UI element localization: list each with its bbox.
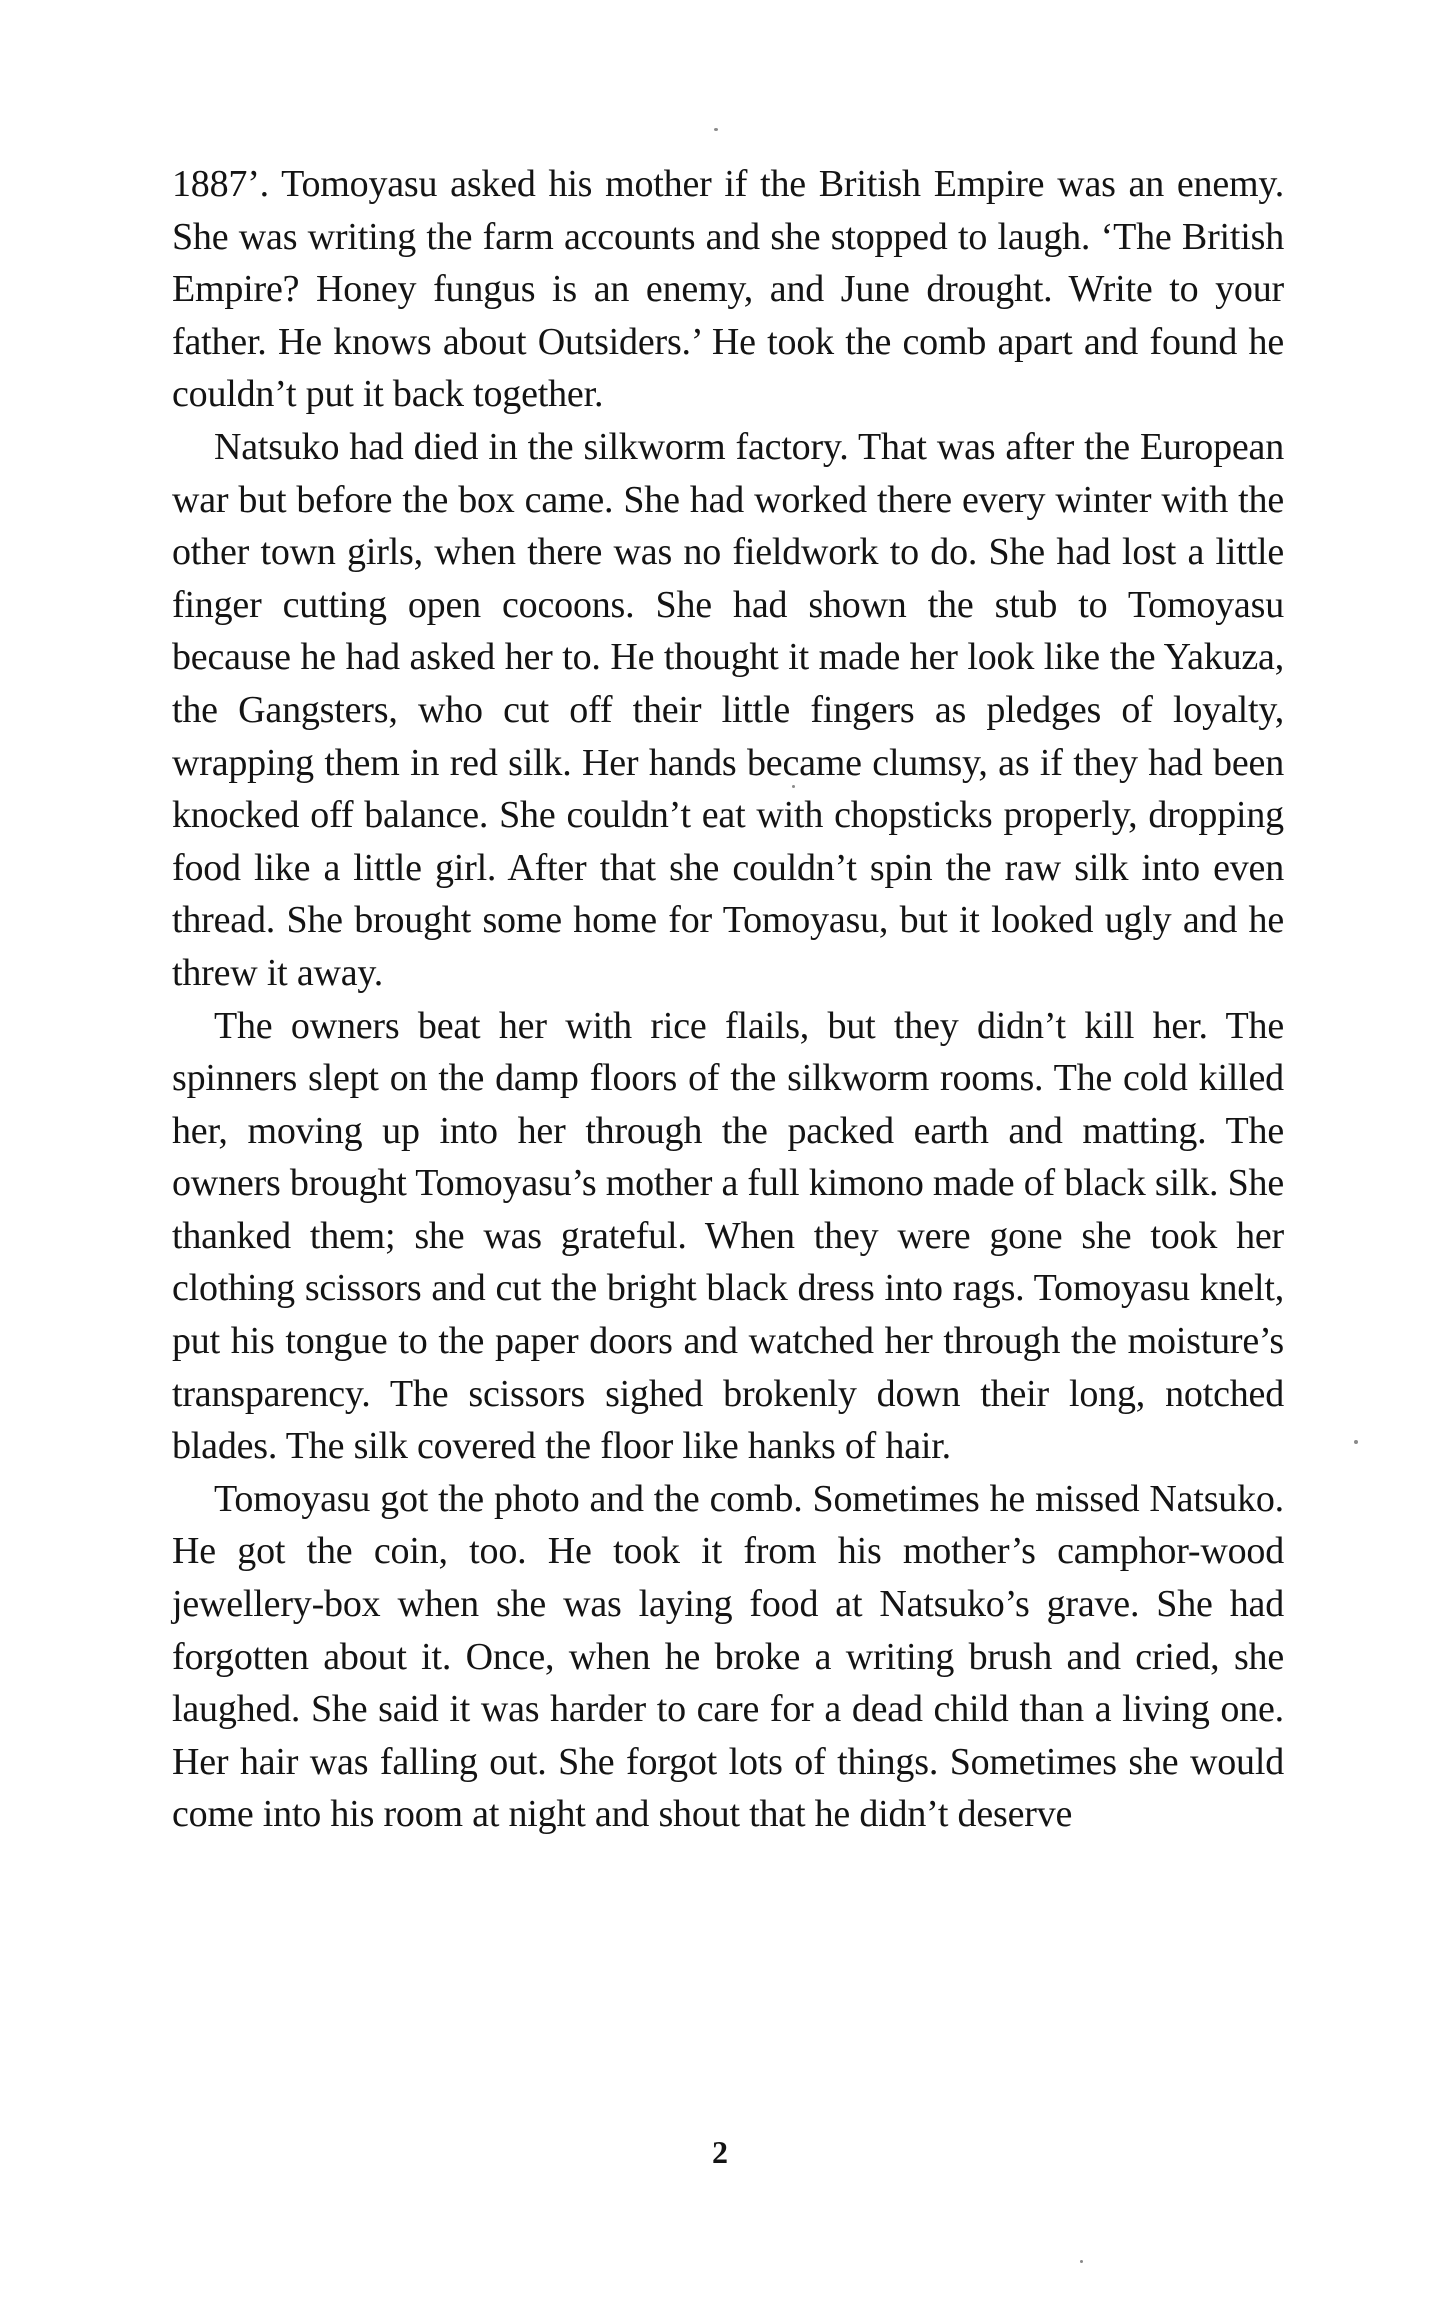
scan-speck xyxy=(1080,2260,1083,2263)
scan-speck xyxy=(714,128,718,131)
scan-speck xyxy=(1354,1440,1358,1444)
page-number: 2 xyxy=(712,2134,728,2170)
paragraph-4: Tomoyasu got the photo and the comb. Sometimes he missed Natsuko. He got the coin, too. He took it from his mother’s camphor-wood jewellery-box when she was laying food at Natsuko’s grave. She had forgotten about it. Once, when he broke a writing brush and cried, she laughed. She said it was harder to care for a dead child than a living one. Her hair was falling out. She forgot lots of things. Sometimes she would come into his room at night and shout that he didn’t deserve xyxy=(172,1477,1284,1836)
body-text xyxy=(172,158,1284,1841)
paragraph-1: 1887’. Tomoyasu asked his mother if the British Empire was an enemy. She was writing the farm accounts and she stopped to laugh. ‘The British Empire? Honey fungus is an enemy, and June drought. Write to your father. He knows about Outsiders.’ He took the comb apart and found he couldn’t put it back together. xyxy=(172,163,1284,416)
paragraph-3: The owners beat her with rice flails, but they didn’t kill her. The spinners slept on the damp floors of the silkworm rooms. The cold killed her, moving up into her through the packed earth and matting. The owners brought Tomoyasu’s mother a full kimono made of black silk. She thanked them; she was grateful. When they were gone she took her clothing scissors and cut the bright black dress into rags. Tomoyasu knelt, put his tongue to the paper doors and watched her through the moisture’s transparency. The scissors sighed brokenly down their long, notched blades. The silk covered the floor like hanks of hair. xyxy=(172,1004,1284,1468)
scan-speck xyxy=(792,785,795,788)
paragraph-2: Natsuko had died in the silkworm factory. That was after the European war but before the box came. She had worked there every winter with the other town girls, when there was no fieldwork to do. She had lost a little finger cutting open cocoons. She had shown the stub to Tomoyasu because he had asked her to. He thought it made her look like the Yakuza, the Gangsters, who cut off their little fingers as pledges of loyalty, wrapping them in red silk. Her hands became clumsy, as if they had been knocked off balance. She couldn’t eat with chopsticks properly, dropping food like a little girl. After that she couldn’t spin the raw silk into even thread. She brought some home for Tomoyasu, but it looked ugly and he threw it away. xyxy=(172,425,1284,994)
